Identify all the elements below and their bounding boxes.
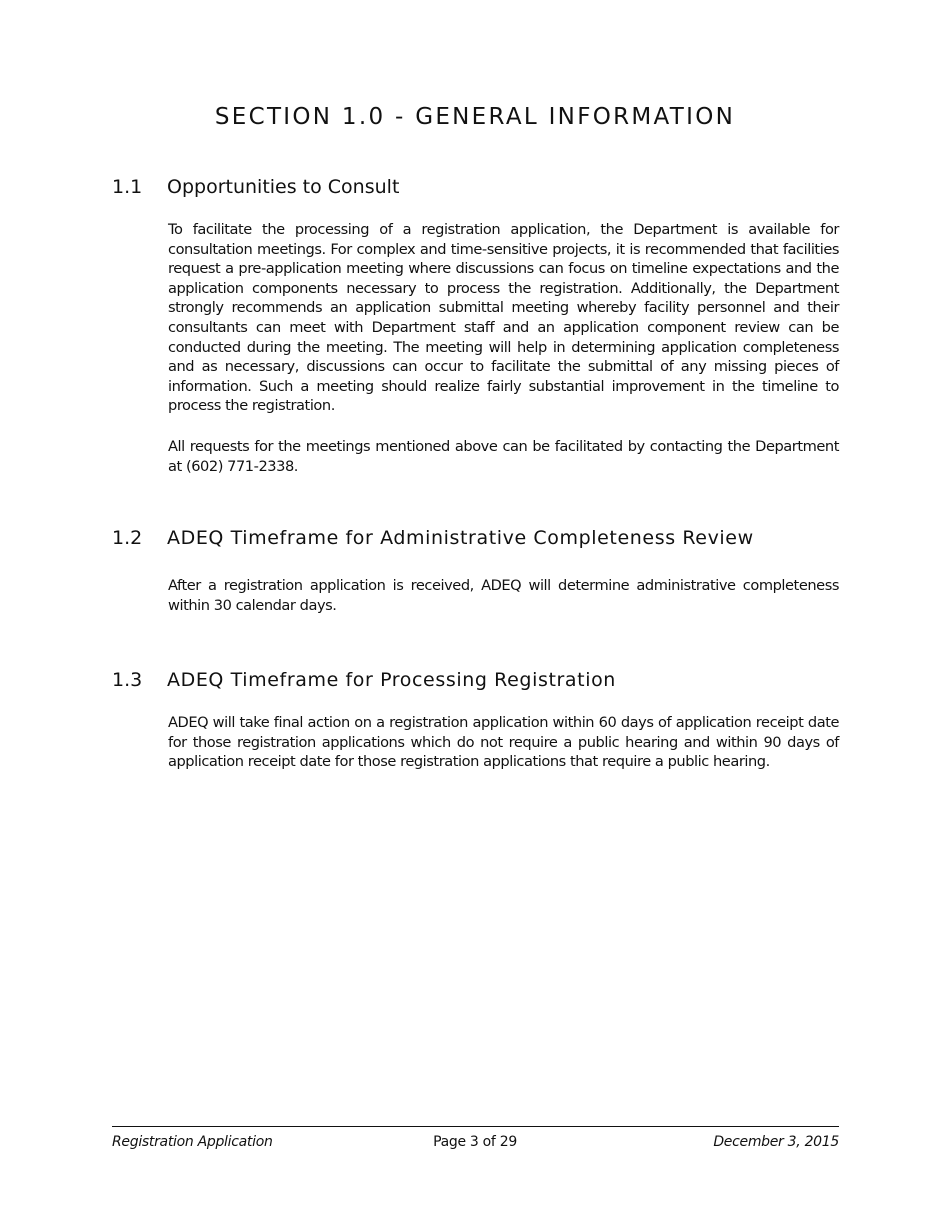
section-1-3-paragraph-1: ADEQ will take final action on a registration application within 60 days of application receipt date for those registration applications which do not require a public hearing and within 90 days of application receipt date for those registration applications that require a public hearing. — [168, 714, 839, 771]
section-1-3-heading — [112, 669, 616, 691]
page-title: SECTION 1.0 - GENERAL INFORMATION — [214, 104, 736, 130]
section-1-1-paragraph-1: To facilitate the processing of a registration application, the Department is available for consultation meetings. For complex and time-sensitive projects, it is recommended that facilities request a pre-application meeting where discussions can focus on timeline expectations and the application components necessary to process the registration. Additionally, the Department strongly recommends an application submittal meeting whereby facility personnel and their consultants can meet with Department staff and an application component review can be conducted during the meeting. The meeting will help in determining application completeness and as necessary, discussions can occur to facilitate the submittal of any missing pieces of information. Such a meeting should realize fairly substantial improvement in the timeline to process the registration. — [168, 221, 839, 415]
section-title: ADEQ Timeframe for Administrative Completeness Review — [167, 527, 754, 549]
section-1-2-heading — [112, 527, 754, 549]
footer-document-name: Registration Application — [112, 1134, 273, 1150]
section-title: Opportunities to Consult — [167, 176, 400, 198]
section-number: 1.1 — [112, 176, 143, 198]
section-1-2-paragraph-1: After a registration application is received, ADEQ will determine administrative completeness within 30 calendar days. — [168, 577, 839, 614]
section-number: 1.2 — [112, 527, 143, 549]
section-1-1-heading — [112, 176, 399, 198]
footer-date: December 3, 2015 — [713, 1134, 839, 1150]
footer-page-number: Page 3 of 29 — [433, 1134, 517, 1150]
footer-rule — [112, 1126, 839, 1127]
section-title: ADEQ Timeframe for Processing Registration — [167, 669, 616, 691]
section-1-1-paragraph-2: All requests for the meetings mentioned above can be facilitated by contacting the Department at (602) 771-2338. — [168, 438, 839, 475]
section-number: 1.3 — [112, 669, 143, 691]
